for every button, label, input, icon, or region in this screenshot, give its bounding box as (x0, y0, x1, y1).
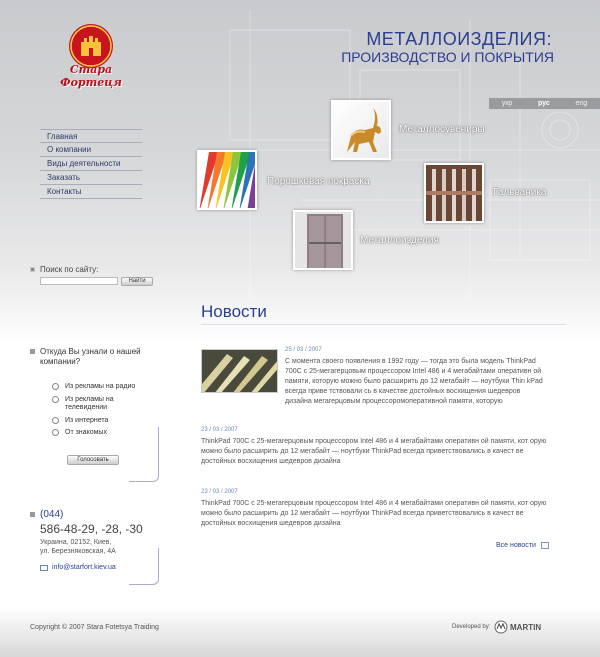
menu-item-order[interactable]: Заказать (40, 171, 142, 185)
product-label[interactable]: Гальваника (493, 187, 547, 198)
address-line1: Украина, 02152, Киев, (40, 539, 112, 546)
product-label[interactable]: Металлосувениры (399, 124, 485, 135)
galvanics-image[interactable] (424, 163, 484, 223)
language-switcher (489, 98, 600, 109)
developer-logo[interactable] (494, 620, 556, 634)
poll-option-label: Из рекламы на радио (65, 383, 136, 390)
lang-ukr[interactable]: укр (501, 100, 513, 107)
email-link[interactable]: info@starfort.kiev.ua (52, 564, 116, 571)
envelope-icon (40, 565, 48, 571)
logo-text[interactable]: Стара Фортеця (60, 63, 122, 89)
bullet-icon (30, 512, 35, 517)
lang-rus[interactable]: рус (537, 100, 550, 107)
news-item (201, 489, 549, 529)
search-button[interactable]: Найти (121, 277, 153, 286)
poll-question: Откуда Вы узнали о нашей компании? (40, 347, 141, 366)
news-date: 25 / 03 / 2007 (285, 347, 322, 353)
bullet-icon (30, 349, 35, 354)
radio-button[interactable] (52, 417, 59, 424)
copyright: Copyright © 2007 Stara Fotetsya Traiding (30, 624, 159, 631)
lang-eng[interactable]: eng (575, 100, 588, 107)
developer-logo-text: MARTIN (510, 623, 542, 632)
decorative-frame (129, 548, 159, 585)
news-icon[interactable] (541, 542, 549, 549)
menu-item-about[interactable]: О компании (40, 143, 142, 157)
vote-button[interactable]: Голосовать (67, 455, 119, 465)
news-image[interactable] (201, 349, 278, 393)
radio-button[interactable] (52, 429, 59, 436)
product-label[interactable]: Металлоизделия (360, 235, 439, 246)
product-label[interactable]: Порошковая покраска (267, 176, 370, 187)
search-input[interactable] (40, 277, 118, 285)
bullet-icon (30, 267, 35, 272)
headline-line2: ПРОИЗВОДСТВО И ПОКРЫТИЯ (341, 48, 554, 65)
menu-item-home[interactable]: Главная (40, 129, 142, 143)
news-item (201, 427, 549, 467)
address-line2: ул. Березняковская, 4А (40, 548, 116, 555)
page-headline (341, 30, 552, 65)
main-menu (40, 129, 142, 199)
news-text[interactable]: ThinkPad 700С с 25-мегагерцовым процессором Intel 486 и 4 мегабайтами оперативн ой памяти, кот орую можно было расширить до 12 мегабайт — ноутбуки ThinkPad всегда приветствовались в качест ве достойных восхищения шедевров дизайна (201, 438, 547, 465)
poll-option-label: От знакомых (65, 429, 107, 436)
metal-products-image[interactable] (293, 210, 353, 270)
search-label: Поиск по сайту: (40, 265, 99, 274)
all-news-link[interactable]: Все новости (496, 542, 536, 549)
decorative-frame (129, 427, 159, 482)
radio-button[interactable] (52, 396, 59, 403)
news-date: 23 / 03 / 2007 (201, 427, 238, 433)
souvenir-image[interactable] (331, 100, 391, 160)
poll-option-label: Из рекламы на телевидении (65, 396, 114, 411)
headline-line1: МЕТАЛЛОИЗДЕЛИЯ: (366, 29, 552, 49)
address (40, 538, 116, 556)
phone-number: 586-48-29, -28, -30 (40, 522, 143, 536)
powder-coating-image[interactable] (197, 150, 257, 210)
news-heading: Новости (201, 302, 267, 321)
radio-button[interactable] (52, 383, 59, 390)
menu-item-services[interactable]: Виды деятельности (40, 157, 142, 171)
news-text[interactable]: ThinkPad 700С с 25-мегагерцовым процессором Intel 486 и 4 мегабайтами оперативн ой памяти, кот орую можно было расширить до 12 мегабайт — ноутбуки ThinkPad всегда приветствовались в качест ве достойных восхищения шедевров дизайна (201, 500, 547, 527)
phone-code: (044) (40, 509, 64, 520)
menu-item-contacts[interactable]: Контакты (40, 185, 142, 199)
developed-by-label: Developed by: (452, 624, 491, 630)
news-text[interactable]: С момента своего появления в 1992 году — тогда это была модель ThinkPad 700С с 25-мегагерцовым процессором Intel 486 и 4 мегабайтами оперативн ой памяти, которую можно было расширить до 12 мегабайт — ноутбуки Thin kPad всегда приве тствовали сь в качестве достойных восхищения шедевров дизайна мегагерцовым процессоромоперативной памяти, которую (285, 358, 543, 405)
news-date: 23 / 03 / 2007 (201, 489, 238, 495)
news-item (285, 347, 549, 407)
divider (201, 324, 566, 325)
footer (0, 607, 600, 657)
poll-option-label: Из интернета (65, 417, 109, 424)
